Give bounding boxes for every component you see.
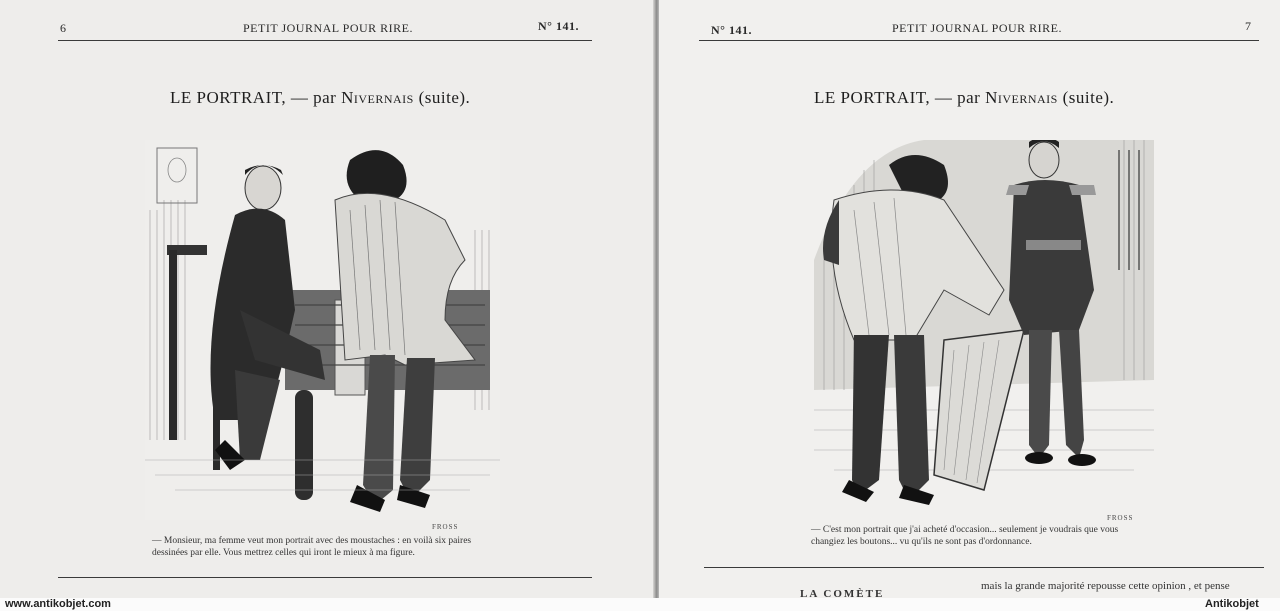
- left-article-title: LE PORTRAIT, — par Nivernais (suite).: [170, 88, 471, 107]
- right-signature: FROSS: [1107, 514, 1134, 522]
- left-caption-line1: — Monsieur, ma femme veut mon portrait avec des moustaches : en voilà six paires: [152, 536, 472, 546]
- left-issue-number: N° 141.: [538, 19, 579, 33]
- right-cut-heading: LA COMÈTE: [800, 588, 885, 598]
- watermark-left: www.antikobjet.com: [5, 598, 111, 610]
- right-engraving: [794, 140, 1164, 510]
- right-issue-number: N° 141.: [711, 23, 752, 37]
- right-page-number: 7: [1245, 19, 1252, 33]
- left-signature: FROSS: [432, 523, 459, 531]
- right-caption-line2: changiez les boutons... vu qu'ils ne sont pas d'ordonnance.: [811, 537, 1032, 547]
- right-article-title: LE PORTRAIT, — par Nivernais (suite).: [814, 88, 1115, 107]
- right-cut-text: mais la grande majorité repousse cette opinion , et pense: [981, 580, 1230, 592]
- right-page: [659, 0, 1280, 598]
- bottom-strip: [0, 598, 1280, 611]
- right-running-head: PETIT JOURNAL POUR RIRE.: [892, 21, 1063, 35]
- left-header-rule: [58, 40, 592, 41]
- left-caption-line2: dessinées par elle. Vous mettrez celles qui iront le mieux à ma figure.: [152, 548, 415, 558]
- watermark-right: Antikobjet: [1205, 598, 1259, 610]
- right-header-rule: [699, 40, 1259, 41]
- left-footer-rule: [58, 577, 592, 578]
- left-page-number: 6: [60, 21, 67, 35]
- right-caption-line1: — C'est mon portrait que j'ai acheté d'occasion... seulement je voudrais que vous: [811, 525, 1119, 535]
- left-engraving: [145, 140, 500, 520]
- left-running-head: PETIT JOURNAL POUR RIRE.: [243, 21, 414, 35]
- right-footer-rule: [704, 567, 1264, 568]
